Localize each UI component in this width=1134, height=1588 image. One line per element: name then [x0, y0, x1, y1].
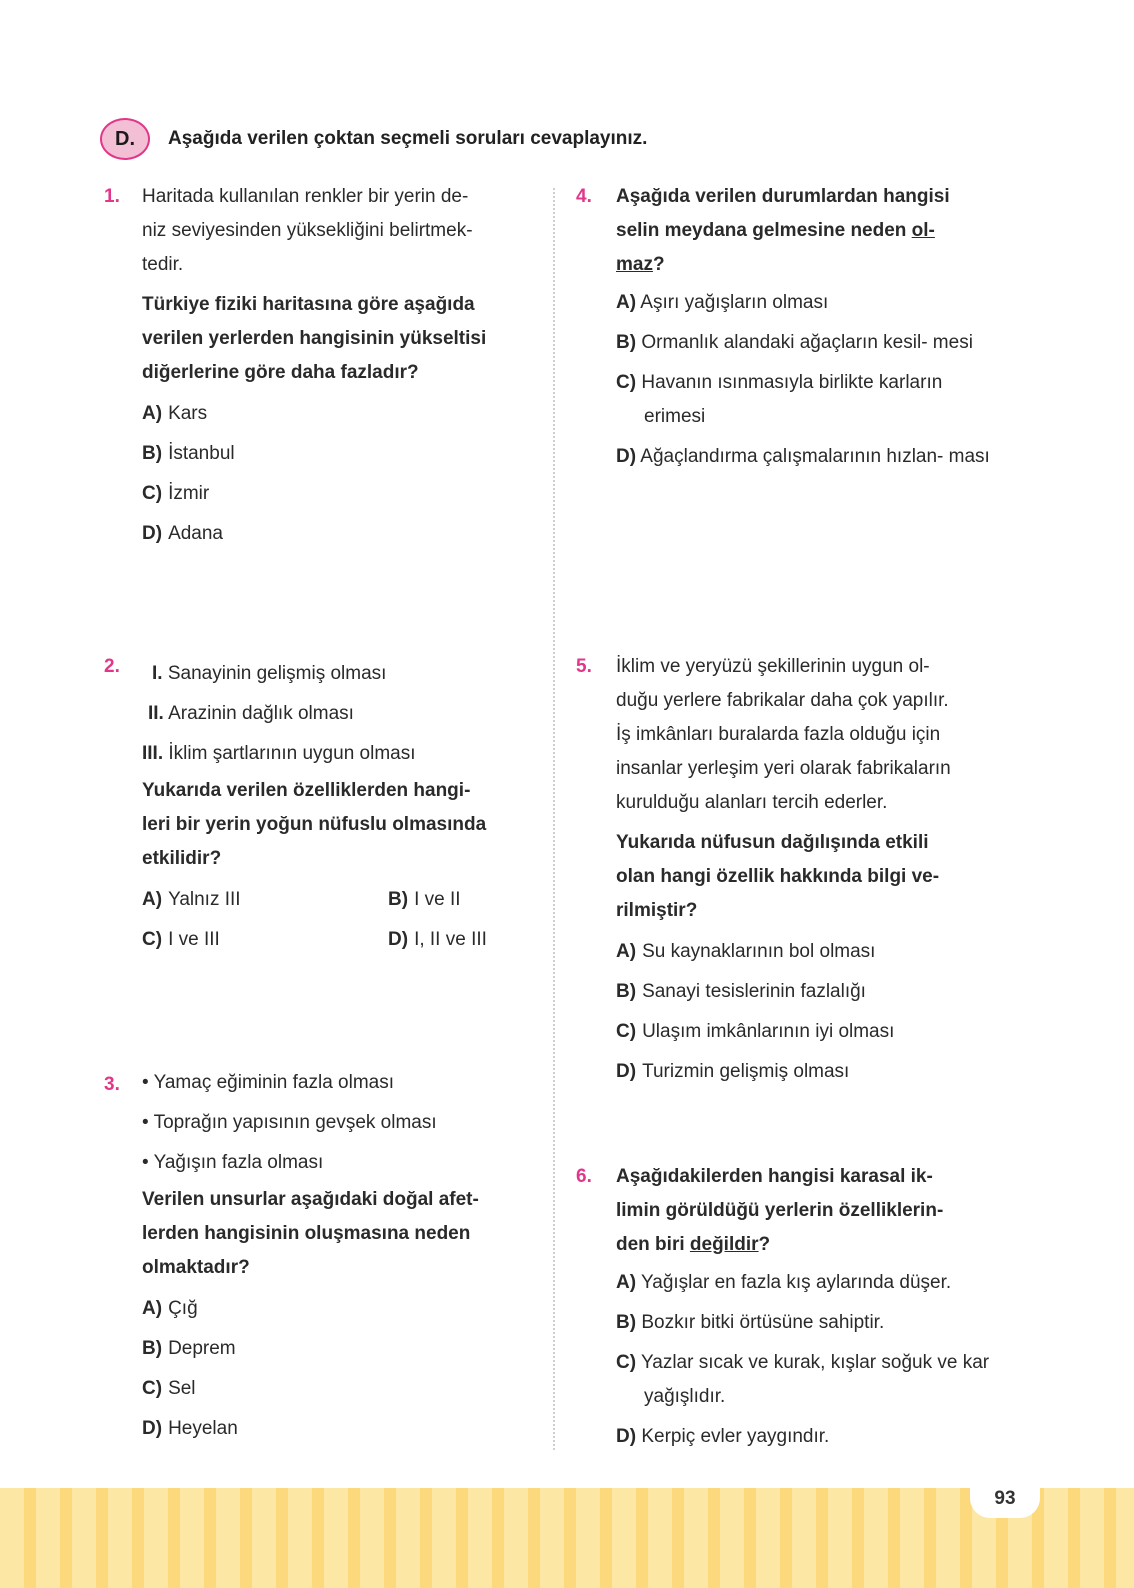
q2-item-1-roman: I. — [152, 663, 163, 684]
q2-options — [142, 880, 542, 960]
q5-option-c-label: C) — [616, 1021, 637, 1042]
q1-option-c[interactable] — [142, 474, 532, 514]
q6-option-b-label: B) — [616, 1312, 637, 1333]
q5-intro-line-5: kurulduğu alanları tercih ederler. — [616, 792, 888, 813]
question-4 — [616, 180, 1006, 480]
q2-stem-line-3: etkilidir? — [142, 848, 222, 869]
q1-intro-line-2: niz seviyesinden yüksekliğini belirtmek- — [142, 220, 473, 241]
q1-stem-line-3: diğerlerine göre daha fazladır? — [142, 362, 419, 383]
q2-option-c-text: I ve III — [168, 929, 220, 950]
q3-item-1: • Yamaç eğiminin fazla olması — [142, 1072, 395, 1093]
q3-option-a[interactable] — [142, 1289, 532, 1329]
q1-option-b-label: B) — [142, 443, 163, 464]
q5-option-a-text: Su kaynaklarının bol olması — [642, 941, 876, 962]
q1-option-b[interactable] — [142, 434, 532, 474]
q2-item-2-text: Arazinin dağlık olması — [168, 703, 354, 724]
q3-option-a-text: Çığ — [168, 1298, 198, 1319]
q3-option-b-text: Deprem — [168, 1338, 236, 1359]
q1-stem-line-2: verilen yerlerden hangisinin yükseltisi — [142, 328, 487, 349]
page-number: 93 — [970, 1480, 1040, 1518]
section-badge: D. — [100, 118, 150, 160]
q5-intro-line-4: insanlar yerleşim yeri olarak fabrikaların — [616, 758, 951, 779]
q1-option-b-text: İstanbul — [168, 443, 235, 464]
q3-option-c-text: Sel — [168, 1378, 196, 1399]
q4-option-a-label: A) — [616, 292, 637, 313]
q2-stem-line-2: leri bir yerin yoğun nüfuslu olmasında — [142, 814, 487, 835]
q3-option-d-text: Heyelan — [168, 1418, 238, 1439]
q4-stem-end: ? — [652, 254, 665, 275]
q3-item-3-text: Yağışın fazla olması — [153, 1152, 324, 1173]
q6-option-c[interactable] — [616, 1346, 1011, 1414]
q1-option-a-text: Kars — [168, 403, 208, 424]
q5-option-b-label: B) — [616, 981, 637, 1002]
q3-item-3: • Yağışın fazla olması — [142, 1152, 324, 1173]
question-2 — [142, 654, 542, 960]
q6-option-a-label: A) — [616, 1272, 637, 1293]
q3-option-a-label: A) — [142, 1298, 163, 1319]
q3-option-d[interactable] — [142, 1409, 532, 1449]
q4-stem-line-1: Aşağıda verilen durumlardan hangisi — [616, 186, 950, 207]
q1-option-a[interactable] — [142, 394, 532, 434]
q5-intro-line-3: İş imkânları buralarda fazla olduğu için — [616, 724, 941, 745]
q6-option-b-text: Bozkır bitki örtüsüne sahiptir. — [641, 1312, 885, 1333]
q2-stem-line-1: Yukarıda verilen özelliklerden hangi- — [142, 780, 471, 801]
q1-option-a-label: A) — [142, 403, 163, 424]
question-4-number: 4. — [576, 186, 592, 207]
question-3 — [142, 1063, 532, 1449]
q5-stem-line-3: rilmiştir? — [616, 900, 698, 921]
q1-intro-line-1: Haritada kullanılan renkler bir yerin de- — [142, 186, 469, 207]
question-1-number: 1. — [104, 186, 120, 207]
q2-option-c[interactable] — [142, 920, 388, 960]
q4-stem-underlined-2: maz — [616, 254, 653, 275]
q4-option-b-text: Ormanlık alandaki ağaçların kesil- mesi — [641, 332, 973, 353]
q5-option-d[interactable] — [616, 1052, 1011, 1092]
q3-option-d-label: D) — [142, 1418, 163, 1439]
q2-option-a-text: Yalnız III — [168, 889, 241, 910]
q6-stem-underlined: değildir — [689, 1234, 759, 1255]
q2-item-2 — [142, 694, 542, 734]
q4-option-d[interactable] — [616, 440, 1006, 474]
q1-option-c-label: C) — [142, 483, 163, 504]
q3-option-b-label: B) — [142, 1338, 163, 1359]
q3-option-b[interactable] — [142, 1329, 532, 1369]
q5-option-c-text: Ulaşım imkânlarının iyi olması — [642, 1021, 895, 1042]
q4-option-a-text: Aşırı yağışların olması — [640, 292, 829, 313]
q2-item-3 — [142, 734, 542, 774]
q3-item-2: • Toprağın yapısının gevşek olması — [142, 1112, 437, 1133]
q2-item-1-text: Sanayinin gelişmiş olması — [167, 663, 387, 684]
q4-option-c[interactable] — [616, 366, 1006, 434]
q5-option-d-text: Turizmin gelişmiş olması — [642, 1061, 850, 1082]
q4-option-a[interactable] — [616, 286, 1006, 320]
q6-option-d[interactable] — [616, 1420, 1011, 1454]
q4-stem-line-3 — [616, 248, 1006, 282]
q5-stem-line-2: olan hangi özellik hakkında bilgi ve- — [616, 866, 940, 887]
q5-option-b[interactable] — [616, 972, 1011, 1012]
q4-stem-underlined-1: ol- — [911, 220, 935, 241]
question-5 — [616, 650, 1011, 1092]
q2-item-3-roman: III. — [142, 743, 164, 764]
q6-option-a-text: Yağışlar en fazla kış aylarında düşer. — [641, 1272, 952, 1293]
q2-option-b[interactable] — [388, 880, 588, 920]
q4-option-d-text: Ağaçlandırma çalışmalarının hızlan- ması — [640, 446, 990, 467]
q2-item-2-roman: II. — [148, 703, 164, 724]
q1-stem-line-1: Türkiye fiziki haritasına göre aşağıda — [142, 294, 475, 315]
q2-option-b-text: I ve II — [414, 889, 461, 910]
q3-stem-line-1: Verilen unsurlar aşağıdaki doğal afet- — [142, 1189, 479, 1210]
q6-stem-line-3 — [616, 1228, 1011, 1262]
q4-option-c-label: C) — [616, 372, 637, 393]
q1-intro-line-3: tedir. — [142, 254, 184, 275]
q2-option-d[interactable] — [388, 920, 588, 960]
q3-item-2-text: Toprağın yapısının gevşek olması — [153, 1112, 437, 1133]
q4-stem-line-2 — [616, 214, 1006, 248]
q1-option-d-text: Adana — [168, 523, 224, 544]
q2-option-a-label: A) — [142, 889, 163, 910]
q6-stem-line-1: Aşağıdakilerden hangisi karasal ik- — [616, 1166, 933, 1187]
q6-option-d-label: D) — [616, 1426, 637, 1447]
q3-option-c-label: C) — [142, 1378, 163, 1399]
q6-option-c-text: Yazlar sıcak ve kurak, kışlar soğuk ve kar yağışlıdır. — [641, 1352, 990, 1407]
q1-option-d-label: D) — [142, 523, 163, 544]
q3-item-1-text: Yamaç eğiminin fazla olması — [153, 1072, 395, 1093]
q5-option-d-label: D) — [616, 1061, 637, 1082]
q5-stem-line-1: Yukarıda nüfusun dağılışında etkili — [616, 832, 929, 853]
q5-option-a[interactable] — [616, 932, 1011, 972]
q1-option-d[interactable] — [142, 514, 532, 554]
q2-option-d-label: D) — [388, 929, 409, 950]
q4-option-c-text: Havanın ısınmasıyla birlikte karların erimesi — [641, 372, 943, 427]
q3-option-c[interactable] — [142, 1369, 532, 1409]
question-3-number: 3. — [104, 1074, 120, 1095]
question-2-number: 2. — [104, 656, 120, 677]
question-6-number: 6. — [576, 1166, 592, 1187]
q3-stem-line-2: lerden hangisinin oluşmasına neden — [142, 1223, 471, 1244]
q6-stem-line-2: limin görüldüğü yerlerin özelliklerin- — [616, 1200, 944, 1221]
q2-option-b-label: B) — [388, 889, 409, 910]
q4-option-b[interactable] — [616, 326, 1006, 360]
section-instruction: Aşağıda verilen çoktan seçmeli soruları cevaplayınız. — [168, 128, 648, 149]
q2-option-d-text: I, II ve III — [414, 929, 487, 950]
q4-option-b-label: B) — [616, 332, 637, 353]
q5-intro-line-1: İklim ve yeryüzü şekillerinin uygun ol- — [616, 656, 930, 677]
q5-option-c[interactable] — [616, 1012, 1011, 1052]
q6-stem-end: ? — [758, 1234, 771, 1255]
q4-option-d-label: D) — [616, 446, 637, 467]
q3-stem-line-3: olmaktadır? — [142, 1257, 250, 1278]
q2-item-3-text: İklim şartlarının uygun olması — [168, 743, 416, 764]
q6-option-a[interactable] — [616, 1266, 1011, 1300]
section-header — [100, 118, 647, 160]
q6-stem-line-3-text: den biri — [616, 1234, 690, 1255]
q2-option-c-label: C) — [142, 929, 163, 950]
q6-option-d-text: Kerpiç evler yaygındır. — [641, 1426, 830, 1447]
q2-item-1 — [142, 654, 542, 694]
question-6 — [616, 1160, 1011, 1460]
column-divider — [553, 188, 555, 1450]
q6-option-c-label: C) — [616, 1352, 637, 1373]
q5-option-b-text: Sanayi tesislerinin fazlalığı — [642, 981, 866, 1002]
q2-option-a[interactable] — [142, 880, 388, 920]
q5-option-a-label: A) — [616, 941, 637, 962]
q4-stem-line-2-text: selin meydana gelmesine neden — [616, 220, 912, 241]
question-1 — [142, 180, 532, 554]
q5-intro-line-2: duğu yerlere fabrikalar daha çok yapılır. — [616, 690, 949, 711]
q1-option-c-text: İzmir — [168, 483, 210, 504]
question-5-number: 5. — [576, 656, 592, 677]
footer-stripes — [0, 1488, 1134, 1588]
q6-option-b[interactable] — [616, 1306, 1011, 1340]
